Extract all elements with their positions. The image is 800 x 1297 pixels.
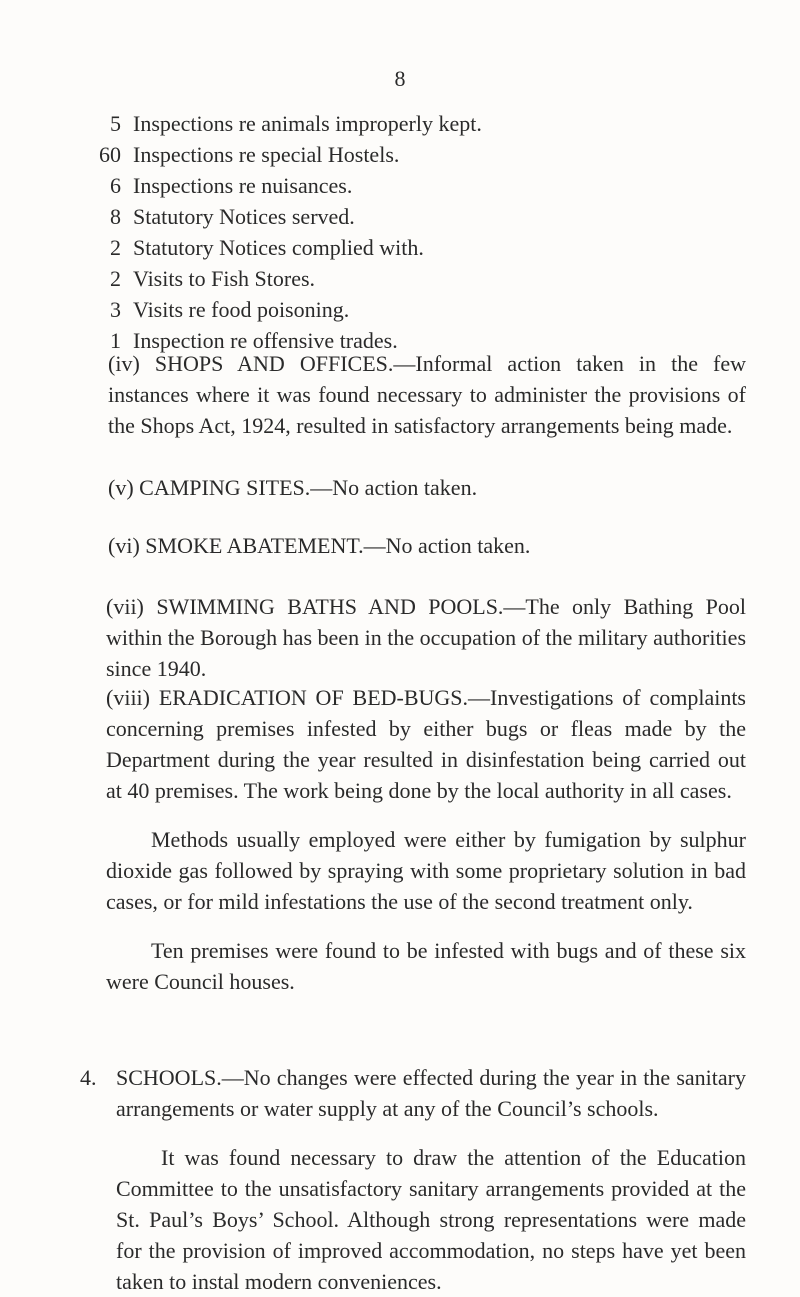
section-text: ERADICATION OF BED-BUGS.—Investigations of complaints concerning premises infested by either bugs or fleas made by the Department during the year resulted in disinfestation being carried out at 40 premises. The work being done by the local authority in all cases.	[106, 685, 746, 803]
section-text: CAMPING SITES.—No action taken.	[139, 475, 478, 500]
item-text: Inspection re offensive trades.	[133, 328, 398, 353]
list-item	[90, 201, 750, 232]
item-count: 8	[110, 204, 121, 229]
item-text: Statutory Notices served.	[133, 204, 355, 229]
list-item	[90, 232, 750, 263]
item-text: Inspections re special Hostels.	[133, 142, 400, 167]
item-text: Visits re food poisoning.	[133, 297, 350, 322]
list-item	[90, 294, 750, 325]
section-bed-bugs	[106, 682, 746, 997]
schools-text: SCHOOLS.—No changes were effected during the year in the sanitary arrangements or water supply at any of the Council’s schools.	[116, 1065, 746, 1121]
section-schools	[116, 1062, 746, 1297]
section-swimming-baths	[106, 591, 746, 684]
item-count: 60	[99, 142, 121, 167]
item-text: Inspections re nuisances.	[133, 173, 353, 198]
item-count: 1	[110, 328, 121, 353]
section-shops-offices	[108, 348, 746, 441]
list-item	[90, 263, 750, 294]
item-count: 3	[110, 297, 121, 322]
item-text: Visits to Fish Stores.	[133, 266, 316, 291]
section-label: (iv)	[108, 351, 140, 376]
item-count: 2	[110, 235, 121, 260]
schools-paragraph-2: It was found necessary to draw the attention of the Education Committee to the unsatisfactory sanitary arrangements provided at the St. Paul’s Boys’ School. Although strong representations were made for the provision of improved accommodation, no steps have yet been taken to instal modern conveniences.	[116, 1145, 746, 1294]
section-text: SWIMMING BATHS AND POOLS.—The only Bathing Pool within the Borough has been in the occupation of the military authorities since 1940.	[106, 594, 746, 681]
page-number: 8	[394, 66, 406, 91]
bed-bugs-council-houses: Ten premises were found to be infested with bugs and of these six were Council houses.	[106, 938, 746, 994]
section-label: (v)	[108, 475, 134, 500]
item-text: Inspections re animals improperly kept.	[133, 111, 482, 136]
list-item	[90, 170, 750, 201]
section-text: SMOKE ABATEMENT.—No action taken.	[145, 533, 531, 558]
section-label: (viii)	[106, 685, 150, 710]
item-count: 5	[110, 111, 121, 136]
section-smoke-abatement	[108, 530, 740, 561]
section-text: SHOPS AND OFFICES.—Informal action taken in the few instances where it was found necessary to administer the provisions of the Shops Act, 1924, resulted in satisfactory arrangements being made.	[108, 351, 747, 438]
list-item	[90, 139, 750, 170]
bed-bugs-methods: Methods usually employed were either by fumigation by sulphur dioxide gas followed by spraying with some proprietary solution in bad cases, or for mild infestations the use of the second treatment only.	[106, 827, 746, 914]
inspection-list	[90, 108, 750, 356]
item-count: 2	[110, 266, 121, 291]
item-count: 6	[110, 173, 121, 198]
section-camping-sites	[108, 472, 740, 503]
section-number: 4.	[80, 1065, 97, 1090]
item-text: Statutory Notices complied with.	[133, 235, 424, 260]
section-label: (vii)	[106, 594, 144, 619]
list-item	[90, 108, 750, 139]
section-label: (vi)	[108, 533, 140, 558]
